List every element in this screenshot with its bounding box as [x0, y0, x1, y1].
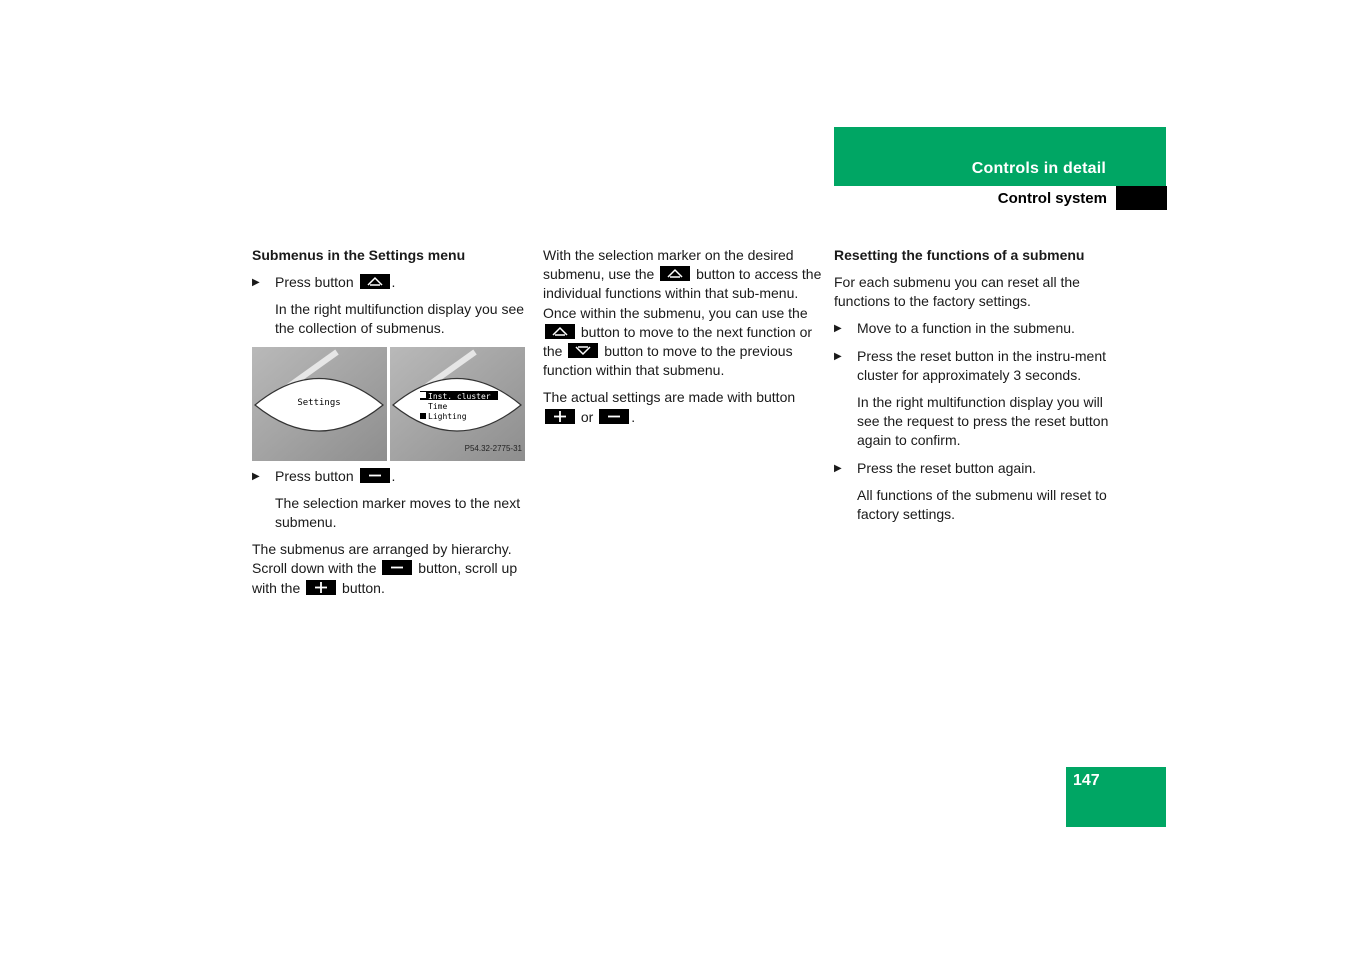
plus-icon: [545, 409, 575, 424]
step-text: Press button: [275, 274, 354, 290]
step-result: The selection marker moves to the next submenu.: [275, 494, 521, 531]
settings-paragraph: The actual settings are made with button or .: [543, 389, 796, 425]
step-result: In the right multifunction display you see the collection of submenus.: [275, 301, 525, 337]
figure-code: P54.32-2775-31: [464, 444, 522, 454]
heading-resetting: Resetting the functions of a submenu: [834, 247, 1085, 263]
step-move-to-function: ▶ Move to a function in the submenu.: [834, 319, 1114, 338]
heading-submenus: Submenus in the Settings menu: [252, 247, 466, 263]
minus-icon: [599, 409, 629, 424]
section-marker-block: [1116, 186, 1167, 210]
step-press-reset-again: ▶ Press the reset button again.: [834, 459, 1114, 478]
navigation-paragraph: With the selection marker on the desired submenu, use the button to access the individual functions within that sub-menu. Once within the submenu, you can use the button to move to the next function or the button to move to the previous function within that submenu.: [543, 247, 822, 379]
page-number: 147: [1073, 772, 1100, 789]
down-arrow-icon: [568, 343, 598, 358]
hierarchy-paragraph: The submenus are arranged by hierarchy. Scroll down with the button, scroll up with the button.: [252, 541, 518, 596]
step-result: In the right multifunction display you will see the request to press the reset button again to confirm.: [857, 394, 1109, 449]
column-right: [834, 246, 1114, 532]
screen-text-settings: Settings: [297, 397, 341, 408]
step-press-minus: ▶ Press button .: [252, 467, 532, 486]
page-number-box: [1066, 767, 1166, 827]
section-title: Control system: [997, 190, 1107, 207]
minus-icon: [382, 560, 412, 575]
menu-item-time: Time: [428, 401, 448, 411]
step-press-reset: ▶ Press the reset button in the instru-ment cluster for approximately 3 seconds.: [834, 347, 1107, 383]
intro-paragraph: For each submenu you can reset all the functions to the factory settings.: [834, 274, 1080, 310]
bullet-arrow-icon: ▶: [834, 462, 842, 474]
plus-icon: [306, 580, 336, 595]
up-arrow-icon: [360, 274, 390, 289]
menu-item-inst-cluster: Inst. cluster: [428, 391, 491, 401]
display-illustration: [252, 347, 525, 461]
column-middle: [543, 246, 823, 435]
column-left: [252, 246, 532, 606]
minus-icon: [360, 468, 390, 483]
bullet-arrow-icon: ▶: [834, 323, 842, 335]
bullet-arrow-icon: ▶: [252, 277, 260, 288]
chapter-title: Controls in detail: [971, 160, 1106, 177]
step-press-up: ▶ Press button .: [252, 273, 532, 292]
up-arrow-icon: [660, 266, 690, 281]
up-arrow-icon: [545, 324, 575, 339]
chapter-header-band: [834, 127, 1166, 186]
step-result: All functions of the submenu will reset to factory settings.: [857, 486, 1107, 523]
bullet-arrow-icon: ▶: [252, 470, 260, 482]
step-text: Press button: [275, 467, 354, 484]
bullet-arrow-icon: ▶: [834, 350, 842, 362]
menu-item-lighting: Lighting: [428, 411, 467, 421]
